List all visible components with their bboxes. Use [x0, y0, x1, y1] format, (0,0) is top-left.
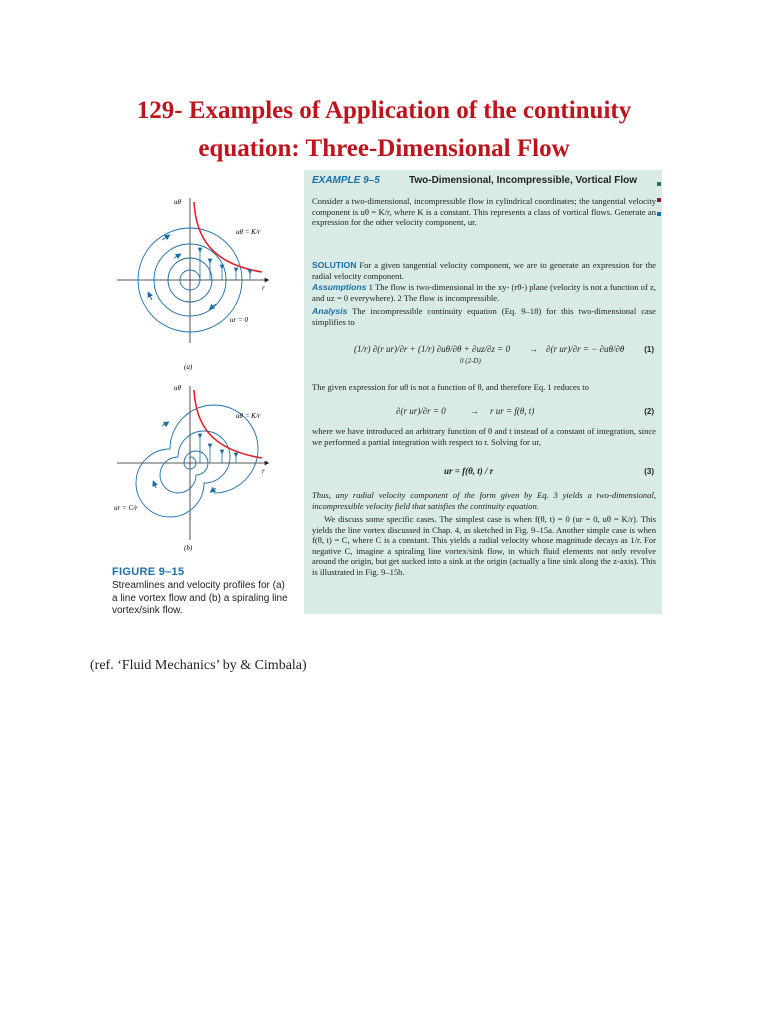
axis-label-utheta-a: uθ [174, 198, 181, 206]
equation-utheta-a: uθ = K/r [236, 228, 261, 236]
solution-text: For a given tangential velocity component, we are to generate an expression for the radial velocity component. [312, 260, 657, 281]
equation-1-right: ∂(r ur)/∂r = − ∂uθ/∂θ [546, 344, 625, 354]
marker-square-icon [657, 212, 661, 216]
equation-ur-a: ur = 0 [230, 316, 248, 324]
analysis-text: The incompressible continuity equation (Eq. 9–18) for this two-dimensional case simplifies to [312, 306, 656, 327]
assumptions-label: Assumptions [312, 282, 367, 292]
assumptions-paragraph [312, 282, 656, 303]
solution-paragraph [312, 260, 656, 281]
equation-3: ur = f(θ, t) / r [444, 466, 494, 476]
example-intro: Consider a two-dimensional, incompressible flow in cylindrical coordinates; the tangential velocity component is uθ = K/r, where K is a constant. This represents a class of vortical flows. Generate an expression for the other velocity component, ur. [312, 196, 656, 228]
axis-label-utheta-b: uθ [174, 384, 181, 392]
spiral-streamline [136, 405, 258, 517]
marker-square-icon [657, 182, 661, 186]
vortex-diagrams [112, 168, 302, 568]
equation-1-arrow: → [529, 344, 538, 354]
equation-2-left: ∂(r ur)/∂r = 0 [396, 406, 446, 416]
page-title [60, 92, 708, 168]
equation-2-number: (2) [644, 407, 654, 416]
profile-curve-b [194, 390, 262, 458]
solution-label: SOLUTION [312, 260, 357, 270]
axis-label-r-a: r [262, 284, 265, 292]
paragraph-conclusion: Thus, any radial velocity component of the form given by Eq. 3 yields a two-dimensional, incompressible velocity field that satisfies the continuity equation. [312, 490, 656, 511]
paragraph-cases: We discuss some specific cases. The simplest case is when f(θ, t) = 0 (ur = 0, uθ = K/r). This yields the line vortex discussed in Chap. 4, as sketched in Fig. 9–15a. Another simple case is when f(θ, t) = C, where C is a constant. This yields a radial velocity whose magnitude decays as 1/r. For negative C, imagine a spiraling line vortex/sink flow, in which fluid elements not only revolve around the origin, but get sucked into a sink at the origin (actually a line sink along the z-axis). This is illustrated in Fig. 9–15b. [312, 514, 656, 577]
title-line-1: 129- Examples of Application of the continuity [136, 97, 632, 124]
equation-1-note: 0 (2-D) [460, 357, 481, 365]
equation-1-left: (1/r) ∂(r ur)/∂r + (1/r) ∂uθ/∂θ + ∂uz/∂z = 0 [354, 344, 510, 354]
axis-label-r-b: r [262, 467, 265, 475]
title-line-2: equation: Three-Dimensional Flow [198, 135, 570, 162]
reference-note: (ref. ‘Fluid Mechanics’ by & Cimbala) [90, 658, 307, 673]
paragraph-after-eq2: where we have introduced an arbitrary function of θ and t instead of a constant of integration, since we performed a partial integration with respect to r. Solving for ur, [312, 426, 656, 447]
equation-2-arrow: → [470, 406, 479, 416]
diagram-a [117, 198, 267, 371]
equation-ur-b: ur = C/r [114, 504, 138, 512]
paragraph-after-eq1: The given expression for uθ is not a function of θ, and therefore Eq. 1 reduces to [312, 382, 589, 392]
figure-caption-title: FIGURE 9–15 [112, 566, 185, 578]
label-a: (a) [184, 363, 193, 371]
profile-curve-a [194, 202, 262, 272]
equation-3-number: (3) [644, 467, 654, 476]
figure-9-15 [112, 168, 302, 628]
example-header [312, 176, 658, 190]
analysis-label: Analysis [312, 306, 348, 316]
diagram-b [114, 384, 267, 552]
equation-2-right: r ur = f(θ, t) [490, 406, 535, 416]
example-label: EXAMPLE 9–5 [312, 175, 380, 186]
label-b: (b) [184, 544, 193, 552]
example-box [304, 170, 662, 614]
example-title: Two-Dimensional, Incompressible, Vortical Flow [409, 175, 638, 186]
assumptions-text: 1 The flow is two-dimensional in the xy- (rθ-) plane (velocity is not a function of z, and uz = 0 everywhere). 2 The flow is incompressible. [312, 282, 656, 303]
marker-square-icon [657, 198, 661, 202]
equation-utheta-b: uθ = K/r [236, 412, 261, 420]
analysis-paragraph [312, 306, 656, 327]
equation-1-number: (1) [644, 345, 654, 354]
figure-caption-body: Streamlines and velocity profiles for (a) a line vortex flow and (b) a spiraling line vortex/sink flow. [112, 580, 288, 616]
